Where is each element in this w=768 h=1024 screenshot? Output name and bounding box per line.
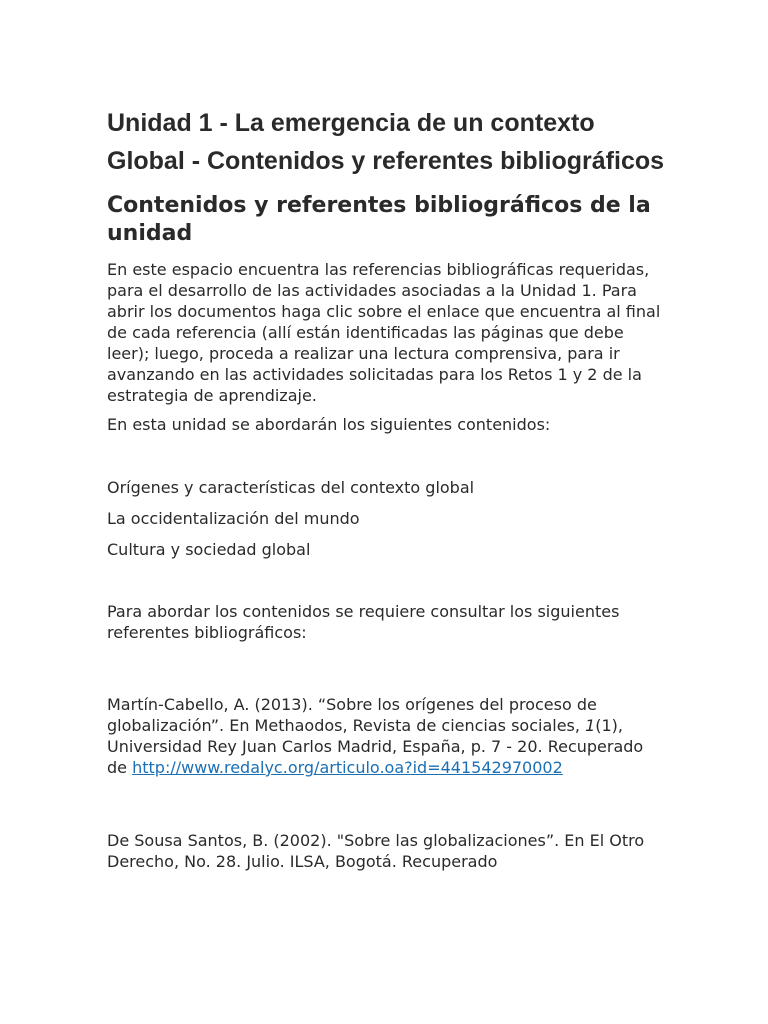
document-page (107, 104, 667, 872)
section-heading: Contenidos y referentes bibliográficos de la unidad (107, 193, 651, 246)
topic-item: La occidentalización del mundo (107, 509, 360, 528)
intro-paragraph: En este espacio encuentra las referencias bibliográficas requeridas, para el desarrollo de las actividades asociadas a la Unidad 1. Para abrir los documentos haga clic sobre el enlace que encuentra al final de cada referencia (allí están identificadas las páginas que debe leer); luego, proceda a realizar una lectura comprensiva, para ir avanzando en las actividades solicitadas para los Retos 1 y 2 de la estrategia de aprendizaje. (107, 260, 661, 405)
reference-text: (1), Universidad Rey Juan Carlos Madrid, España, p. 7 - 20. Recuperado de (107, 716, 644, 777)
topic-item: Cultura y sociedad global (107, 540, 311, 559)
reference-volume: 1 (585, 716, 596, 735)
reference-link[interactable]: http://www.redalyc.org/articulo.oa?id=441542970002 (132, 758, 563, 777)
page-title: Unidad 1 - La emergencia de un contexto Global - Contenidos y referentes bibliográficos (107, 109, 665, 175)
reference-entry: De Sousa Santos, B. (2002). "Sobre las globalizaciones”. En El Otro Derecho, No. 28. Julio. ILSA, Bogotá. Recuperado (107, 831, 645, 871)
contents-intro: En esta unidad se abordarán los siguientes contenidos: (107, 415, 551, 434)
reference-entry (107, 694, 667, 778)
references-intro: Para abordar los contenidos se requiere consultar los siguientes referentes bibliográficos: (107, 602, 620, 642)
reference-text: Martín-Cabello, A. (2013). “Sobre los orígenes del proceso de globalización”. En Methaodos, Revista de ciencias sociales, (107, 695, 597, 735)
topic-item: Orígenes y características del contexto global (107, 478, 475, 497)
